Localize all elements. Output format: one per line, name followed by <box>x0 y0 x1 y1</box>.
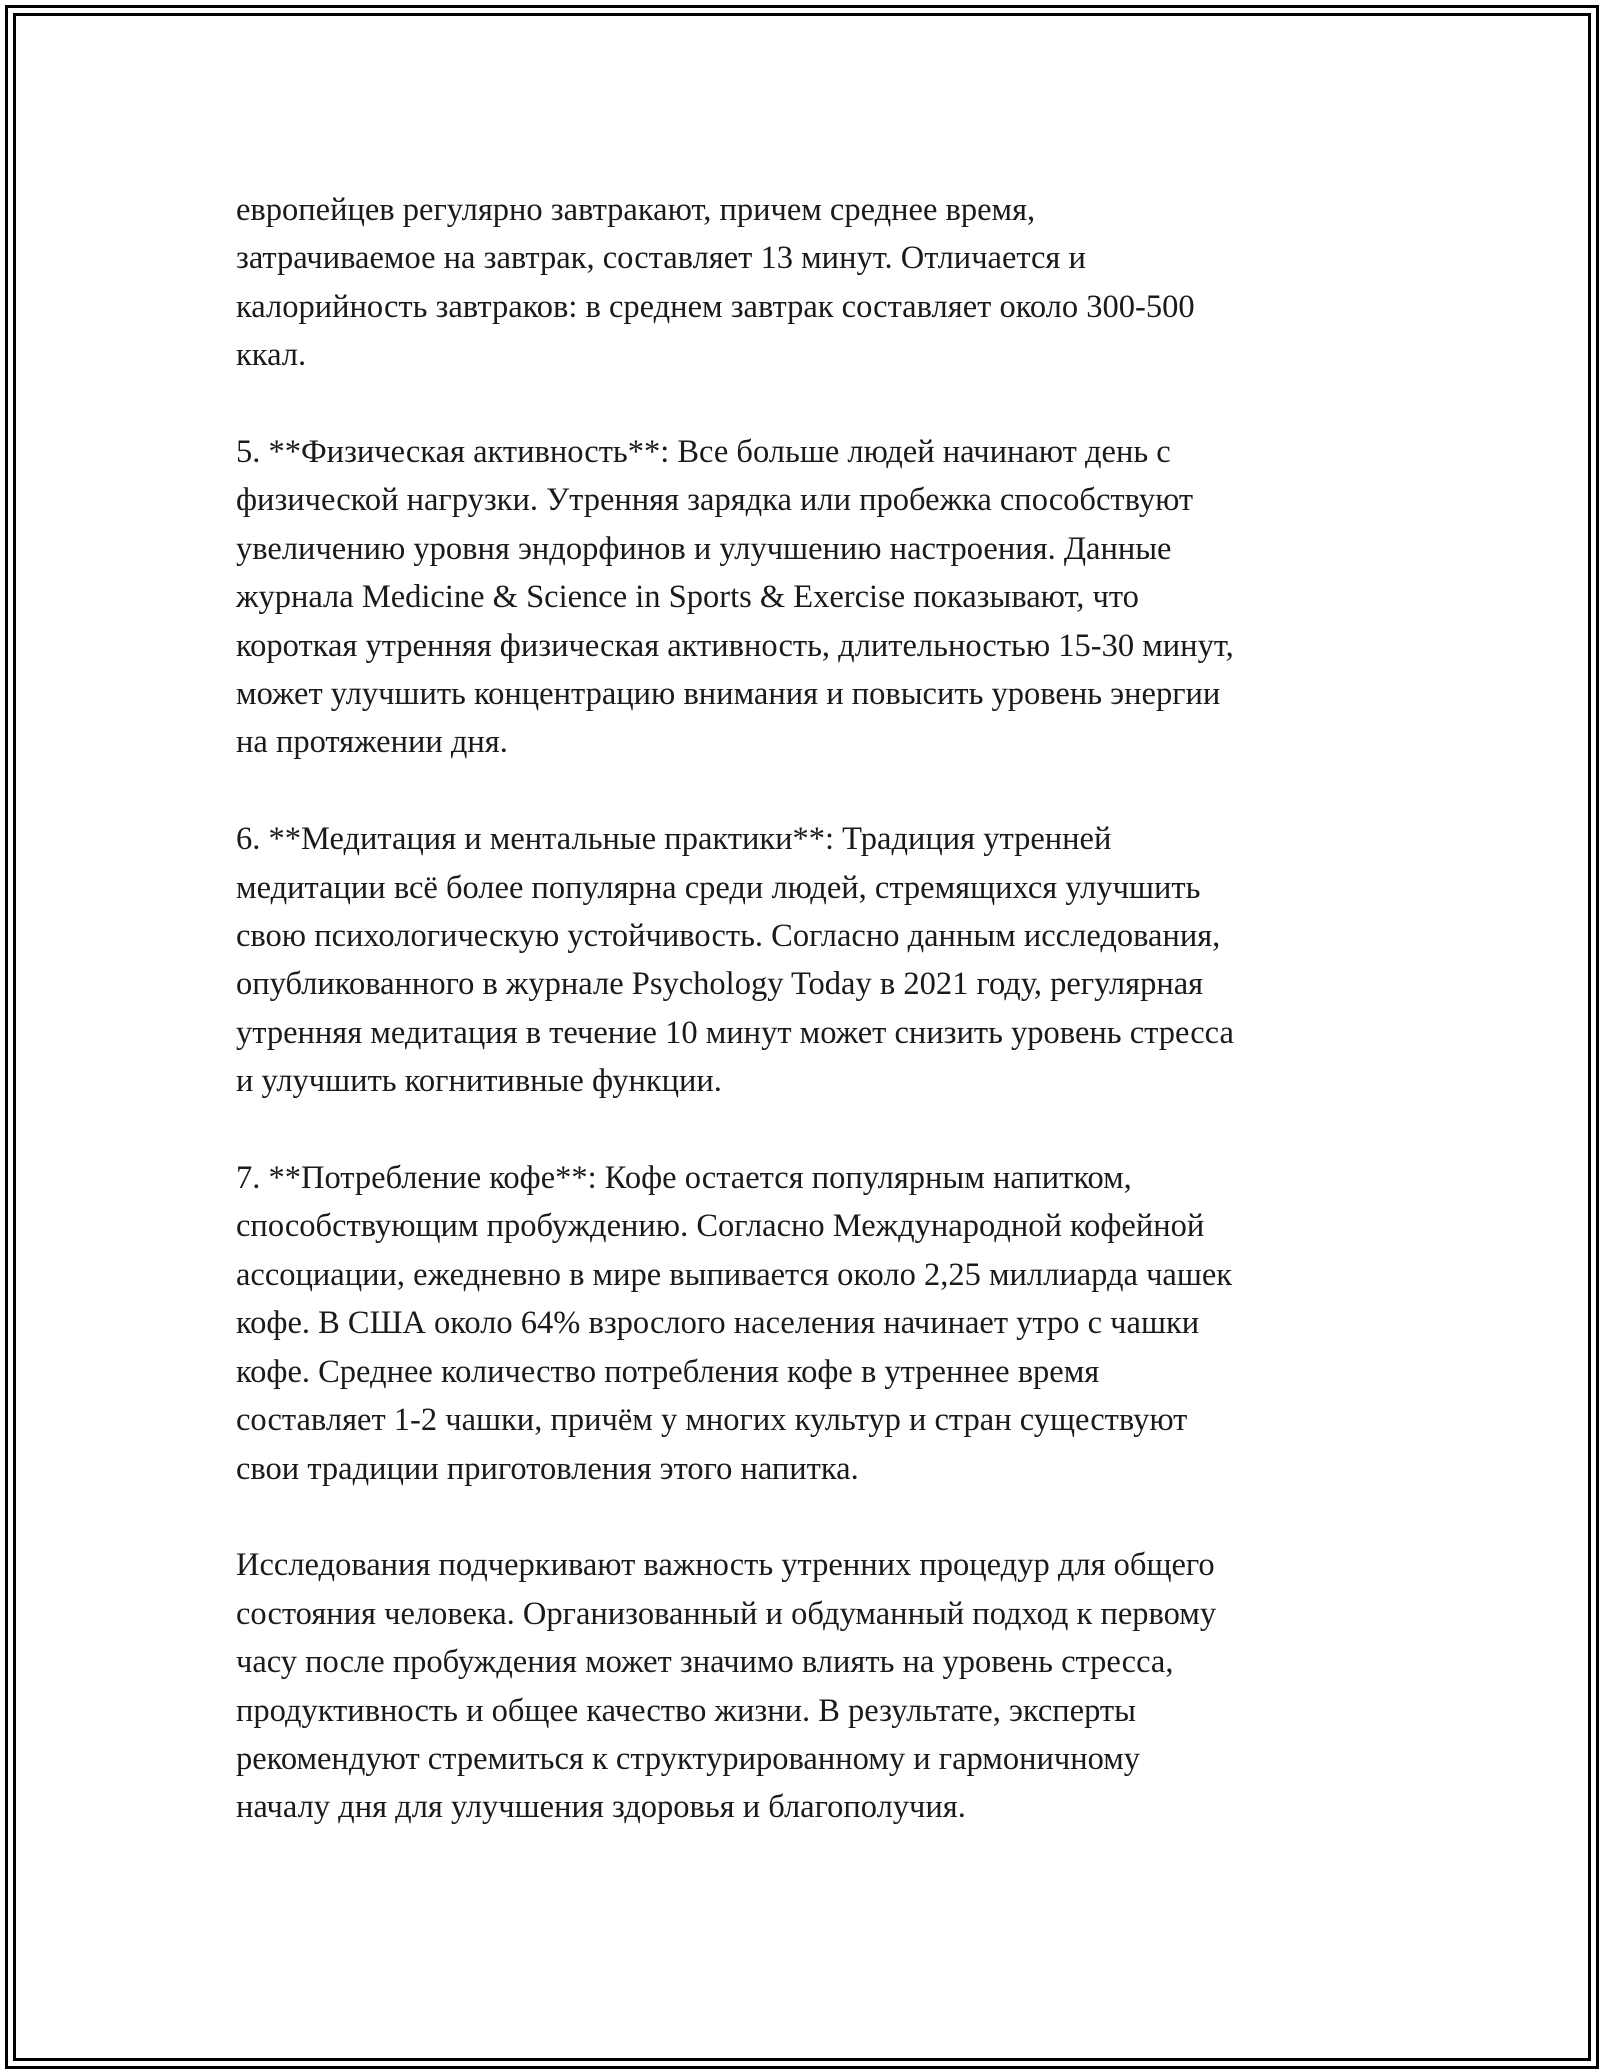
text-line: способствующим пробуждению. Согласно Международной кофейной <box>236 1208 1205 1245</box>
text-line: ккал. <box>236 337 307 374</box>
document-body <box>236 186 1396 1880</box>
paragraph-coffee <box>236 1154 1396 1493</box>
text-line: началу дня для улучшения здоровья и благополучия. <box>236 1789 966 1826</box>
text-line: калорийность завтраков: в среднем завтрак составляет около 300-500 <box>236 288 1195 325</box>
text-line: на протяжении дня. <box>236 724 508 761</box>
text-line: свою психологическую устойчивость. Согласно данным исследования, <box>236 918 1221 955</box>
text-line: продуктивность и общее качество жизни. В результате, эксперты <box>236 1692 1136 1729</box>
text-line: и улучшить когнитивные функции. <box>236 1063 722 1100</box>
text-line: кофе. Среднее количество потребления кофе в утреннее время <box>236 1353 1100 1390</box>
text-line: часу после пробуждения может значимо влиять на уровень стресса, <box>236 1644 1174 1681</box>
paragraph-meditation <box>236 815 1396 1105</box>
text-line: опубликованного в журнале Psychology Today в 2021 году, регулярная <box>236 966 1204 1003</box>
text-line: увеличению уровня эндорфинов и улучшению настроения. Данные <box>236 530 1172 567</box>
paragraph-conclusion <box>236 1541 1396 1831</box>
text-line: составляет 1-2 чашки, причём у многих культур и стран существуют <box>236 1402 1188 1439</box>
text-line: кофе. В США около 64% взрослого населения начинает утро с чашки <box>236 1305 1200 1342</box>
text-line: европейцев регулярно завтракают, причем среднее время, <box>236 192 1036 228</box>
text-line: Исследования подчеркивают важность утренних процедур для общего <box>236 1547 1215 1584</box>
text-line: журнала Medicine & Science in Sports & Exercise показывают, что <box>236 579 1139 616</box>
text-line: 5. **Физическая активность**: Все больше людей начинают день с <box>236 434 1171 471</box>
text-line: ассоциации, ежедневно в мире выпивается около 2,25 миллиарда чашек <box>236 1256 1233 1293</box>
text-line: состояния человека. Организованный и обдуманный подход к первому <box>236 1595 1217 1632</box>
text-line: затрачиваемое на завтрак, составляет 13 минут. Отличается и <box>236 240 1086 277</box>
text-line: короткая утренняя физическая активность, длительностью 15-30 минут, <box>236 627 1234 664</box>
text-line: 6. **Медитация и ментальные практики**: Традиция утренней <box>236 821 1112 858</box>
text-line: утренняя медитация в течение 10 минут может снизить уровень стресса <box>236 1014 1234 1051</box>
text-line: свои традиции приготовления этого напитка. <box>236 1450 859 1487</box>
text-line: физической нагрузки. Утренняя зарядка или пробежка способствуют <box>236 482 1194 519</box>
text-line: медитации всё более популярна среди людей, стремящихся улучшить <box>236 869 1201 906</box>
text-line: 7. **Потребление кофе**: Кофе остается популярным напитком, <box>236 1160 1132 1197</box>
paragraph-breakfast-continued <box>236 186 1396 380</box>
paragraph-physical-activity <box>236 428 1396 767</box>
text-line: может улучшить концентрацию внимания и повысить уровень энергии <box>236 676 1221 713</box>
text-line: рекомендуют стремиться к структурированному и гармоничному <box>236 1740 1141 1777</box>
